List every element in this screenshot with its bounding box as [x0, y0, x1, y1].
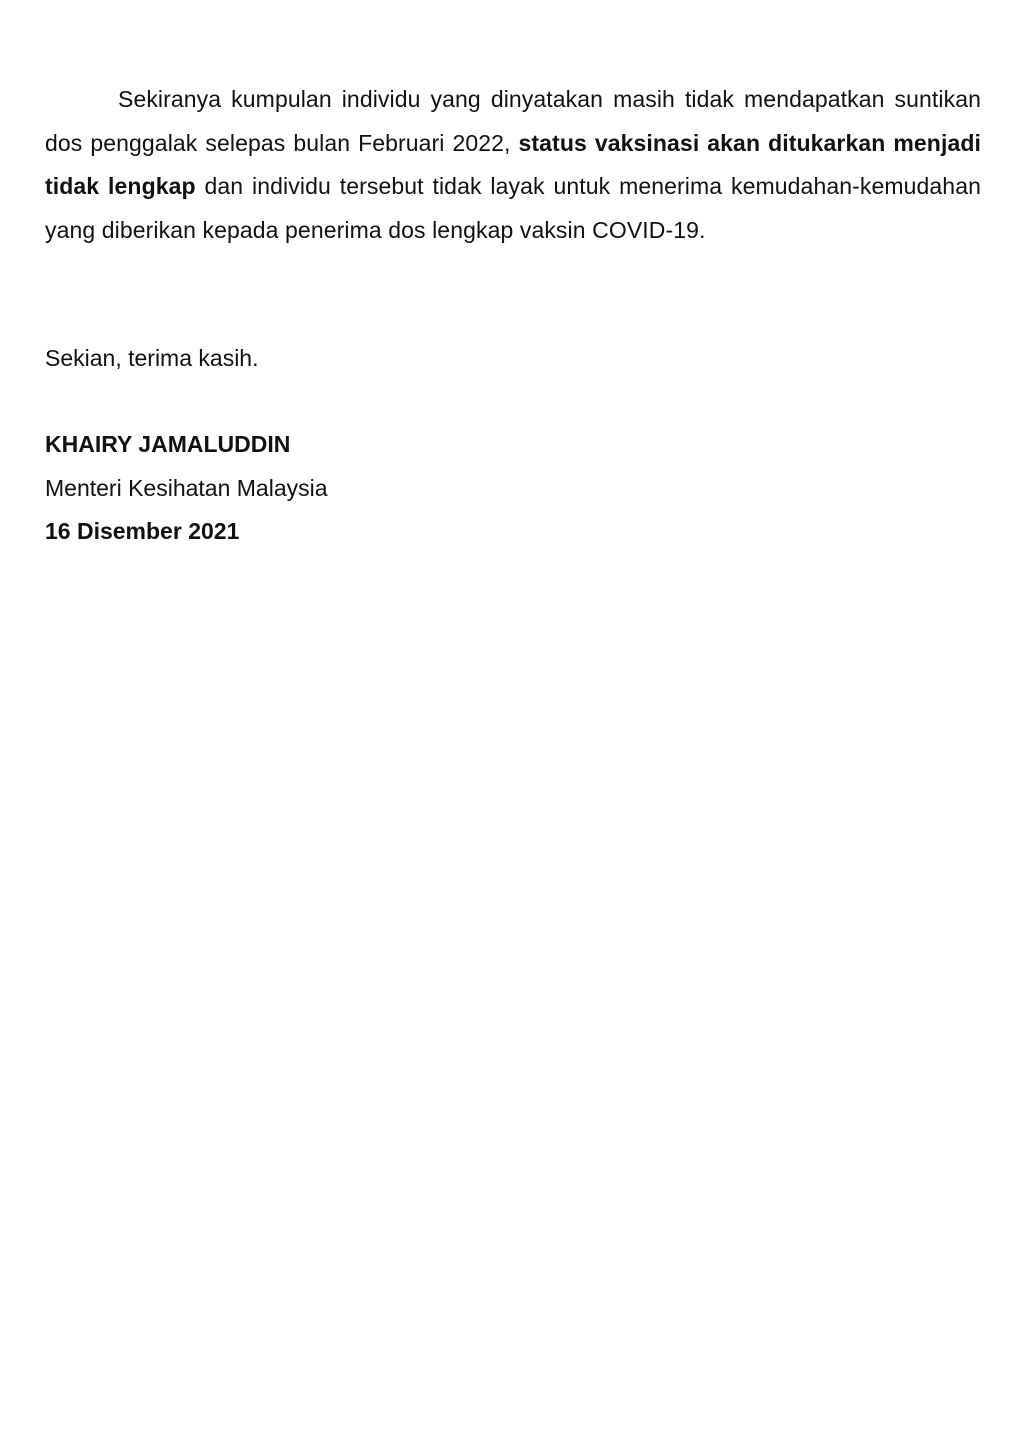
body-paragraph	[45, 78, 981, 252]
signatory-title: Menteri Kesihatan Malaysia	[45, 474, 328, 501]
paragraph-text-end: dan individu tersebut tidak layak untuk menerima kemudahan-kemudahan yang diberikan kepada penerima dos lengkap vaksin COVID-19.	[45, 173, 981, 243]
signature-block	[45, 423, 328, 554]
paragraph-bold-text: status vaksinasi akan ditukarkan menjadi tidak lengkap	[45, 129, 981, 199]
paragraph-text-start: Sekiranya kumpulan individu yang dinyatakan masih tidak mendapatkan suntikan dos penggalak selepas bulan Februari 2022,	[45, 86, 981, 156]
closing-line: Sekian, terima kasih.	[45, 345, 259, 371]
signatory-name: KHAIRY JAMALUDDIN	[45, 431, 291, 457]
letter-date: 16 Disember 2021	[45, 518, 240, 544]
